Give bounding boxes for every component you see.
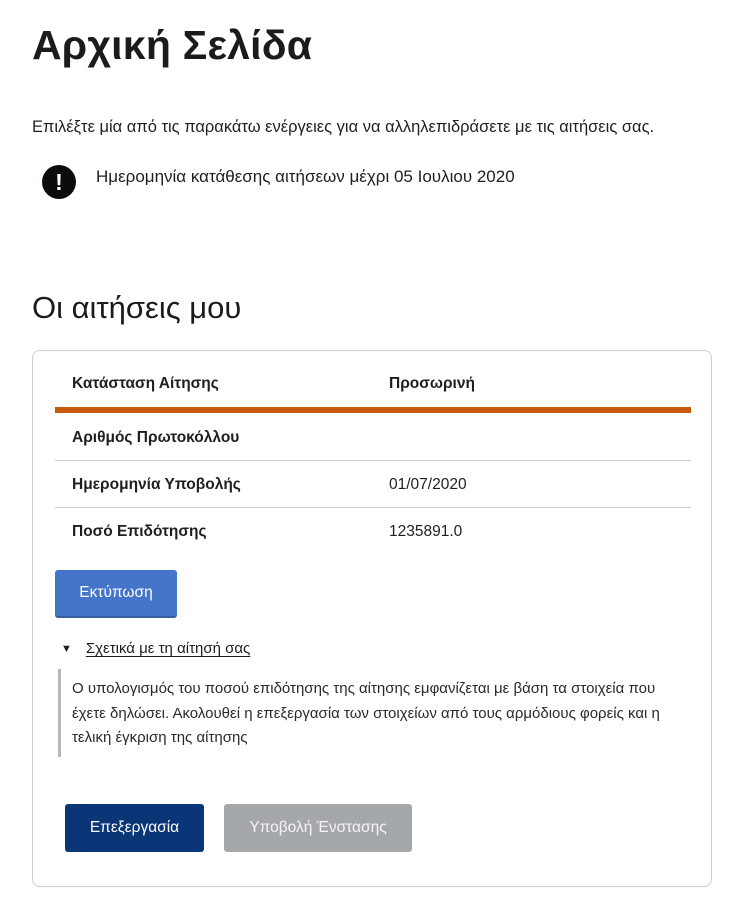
submission-date-value: 01/07/2020: [389, 476, 467, 493]
status-value: Προσωρινή: [389, 375, 475, 392]
submission-date-label: Ημερομηνία Υποβολής: [72, 476, 241, 493]
deadline-notice: [42, 165, 515, 199]
print-button[interactable]: Εκτύπωση: [55, 570, 177, 618]
row-divider: [55, 507, 691, 508]
protocol-row: [55, 429, 691, 461]
subsidy-amount-label: Ποσό Επιδότησης: [72, 523, 207, 540]
row-divider: [55, 460, 691, 461]
details-toggle[interactable]: [61, 640, 250, 657]
protocol-label: Αριθμός Πρωτοκόλλου: [72, 429, 240, 446]
submit-objection-button[interactable]: Υποβολή Ένστασης: [224, 804, 412, 852]
status-label: Κατάσταση Αίτησης: [72, 375, 219, 392]
notice-text: Ημερομηνία κατάθεσης αιτήσεων μέχρι 05 Ιουλιου 2020: [96, 167, 515, 186]
subsidy-amount-value: 1235891.0: [389, 523, 463, 540]
edit-button[interactable]: Επεξεργασία: [65, 804, 204, 852]
details-summary-text[interactable]: Σχετικά με τη αίτησή σας: [85, 640, 251, 657]
status-row: [55, 375, 691, 409]
details-content: [58, 669, 670, 757]
application-card: [32, 350, 712, 887]
intro-text: Επιλέξτε μία από τις παρακάτω ενέργειες για να αλληλεπιδράσετε με τις αιτήσεις σας.: [32, 118, 655, 136]
page-title: Αρχική Σελίδα: [32, 22, 313, 68]
status-bar: [55, 407, 691, 413]
triangle-down-icon: ▼: [61, 642, 72, 655]
applications-title: Οι αιτήσεις μου: [32, 290, 242, 325]
details-text: Ο υπολογισμός του ποσού επιδότησης της αίτησης εμφανίζεται με βάση τα στοιχεία που έχετε δηλώσει. Ακολουθεί η επεξεργασία των στοιχείων από τους αρμόδιους φορείς και η τελική έγκριση της αίτησης: [72, 680, 660, 746]
exclamation-icon: !: [42, 165, 76, 199]
